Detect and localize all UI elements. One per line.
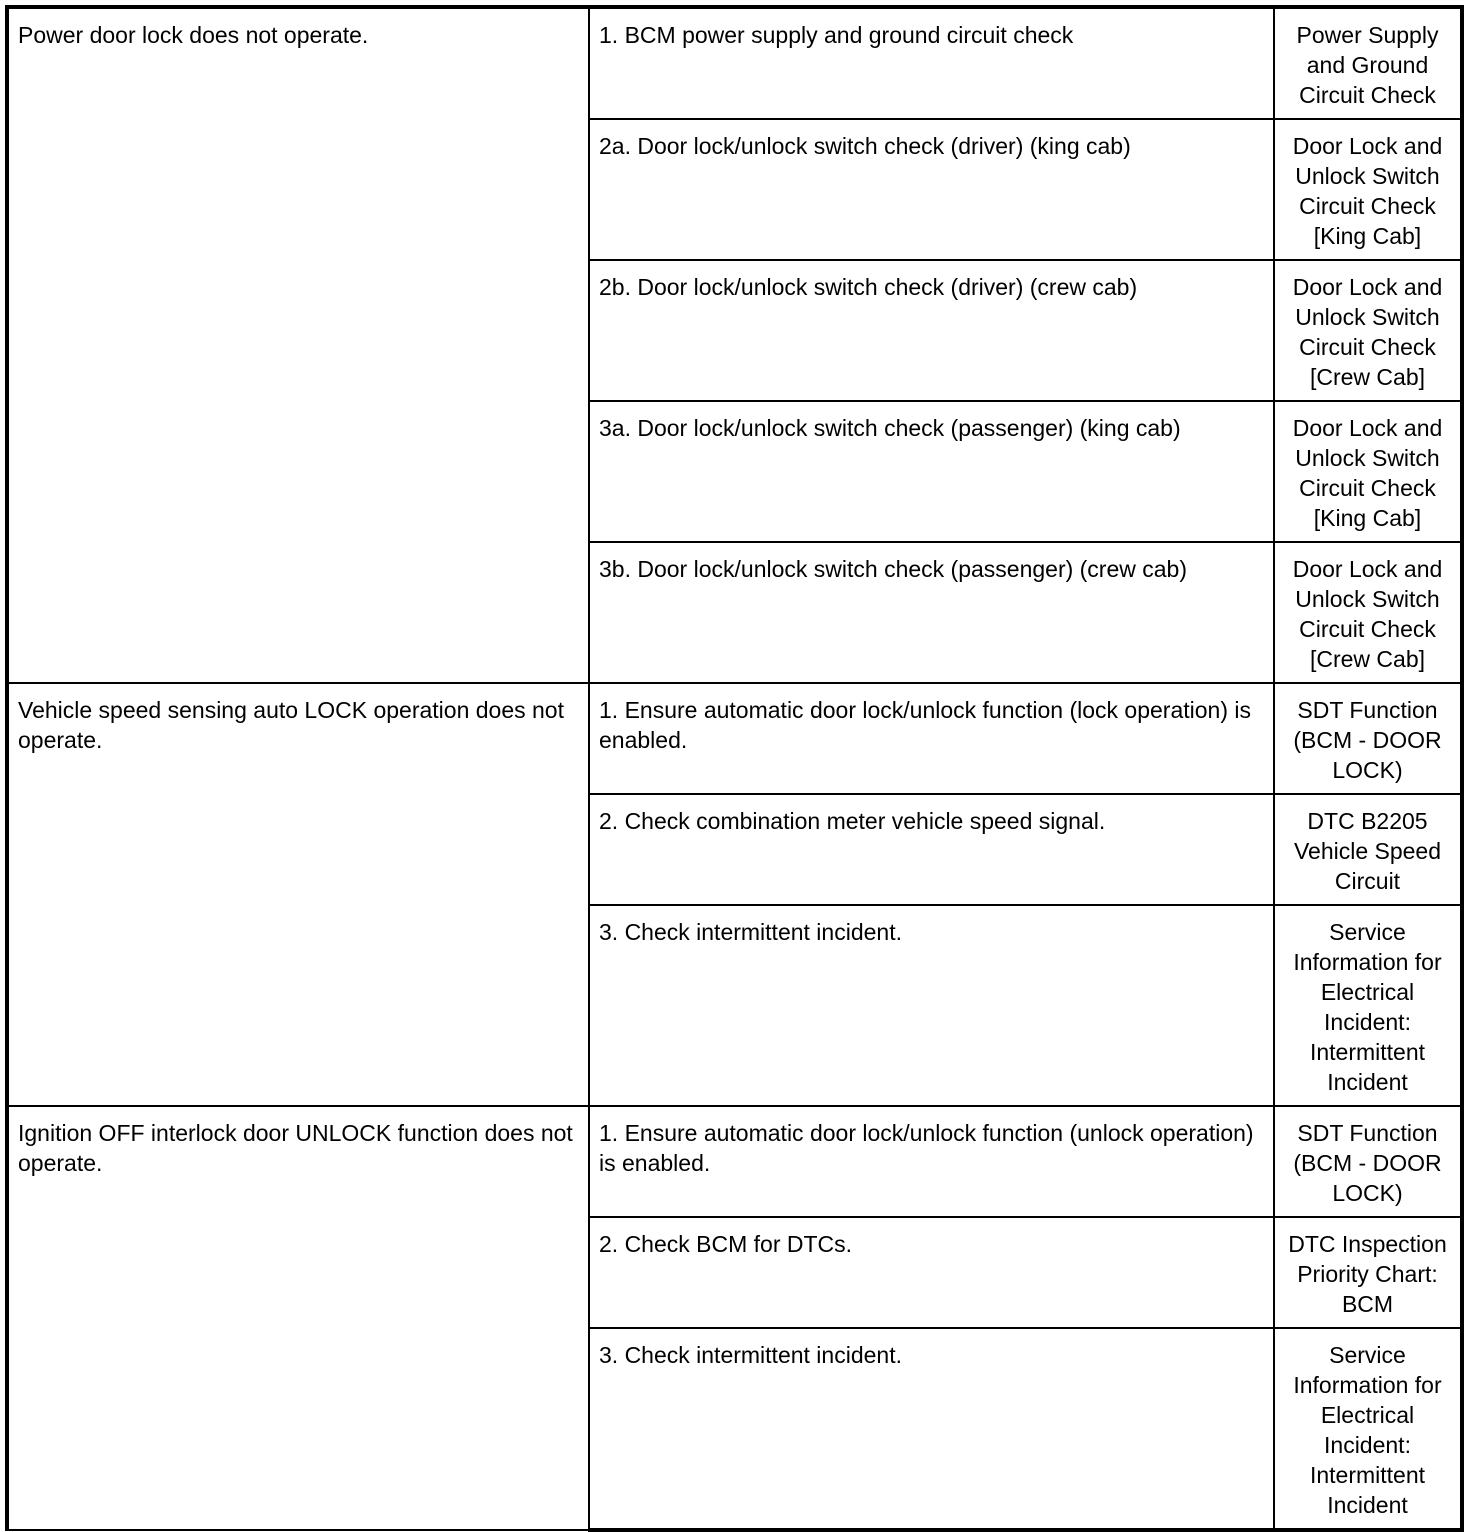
table-row — [7, 7, 1462, 119]
reference-cell: DTC B2205 Vehicle Speed Circuit — [1274, 794, 1462, 905]
reference-cell: SDT Function (BCM - DOOR LOCK) — [1274, 683, 1462, 794]
reference-cell: Service Information for Electrical Incident: Intermittent Incident — [1274, 905, 1462, 1106]
symptom-diagnosis-table — [5, 5, 1464, 1532]
reference-cell: Door Lock and Unlock Switch Circuit Check [Crew Cab] — [1274, 260, 1462, 401]
reference-cell: Power Supply and Ground Circuit Check — [1274, 7, 1462, 119]
procedure-cell: 3. Check intermittent incident. — [589, 1328, 1274, 1530]
table-row — [7, 683, 1462, 794]
procedure-cell: 2b. Door lock/unlock switch check (driver) (crew cab) — [589, 260, 1274, 401]
procedure-cell: 2. Check combination meter vehicle speed signal. — [589, 794, 1274, 905]
symptom-cell: Vehicle speed sensing auto LOCK operation does not operate. — [7, 683, 589, 1106]
procedure-cell: 2a. Door lock/unlock switch check (driver) (king cab) — [589, 119, 1274, 260]
reference-cell: Door Lock and Unlock Switch Circuit Check [King Cab] — [1274, 119, 1462, 260]
procedure-cell: 1. BCM power supply and ground circuit check — [589, 7, 1274, 119]
reference-cell: Service Information for Electrical Incident: Intermittent Incident — [1274, 1328, 1462, 1530]
table-row — [7, 1106, 1462, 1217]
diagnosis-table-frame — [5, 5, 1460, 1518]
symptom-cell: Ignition OFF interlock door UNLOCK function does not operate. — [7, 1106, 589, 1530]
procedure-cell: 2. Check BCM for DTCs. — [589, 1217, 1274, 1328]
procedure-cell: 1. Ensure automatic door lock/unlock function (lock operation) is enabled. — [589, 683, 1274, 794]
procedure-cell: 1. Ensure automatic door lock/unlock function (unlock operation) is enabled. — [589, 1106, 1274, 1217]
procedure-cell: 3a. Door lock/unlock switch check (passenger) (king cab) — [589, 401, 1274, 542]
reference-cell: Door Lock and Unlock Switch Circuit Check [King Cab] — [1274, 401, 1462, 542]
reference-cell: Door Lock and Unlock Switch Circuit Check [Crew Cab] — [1274, 542, 1462, 683]
reference-cell: SDT Function (BCM - DOOR LOCK) — [1274, 1106, 1462, 1217]
reference-cell: DTC Inspection Priority Chart: BCM — [1274, 1217, 1462, 1328]
symptom-cell: Power door lock does not operate. — [7, 7, 589, 683]
procedure-cell: 3b. Door lock/unlock switch check (passenger) (crew cab) — [589, 542, 1274, 683]
procedure-cell: 3. Check intermittent incident. — [589, 905, 1274, 1106]
